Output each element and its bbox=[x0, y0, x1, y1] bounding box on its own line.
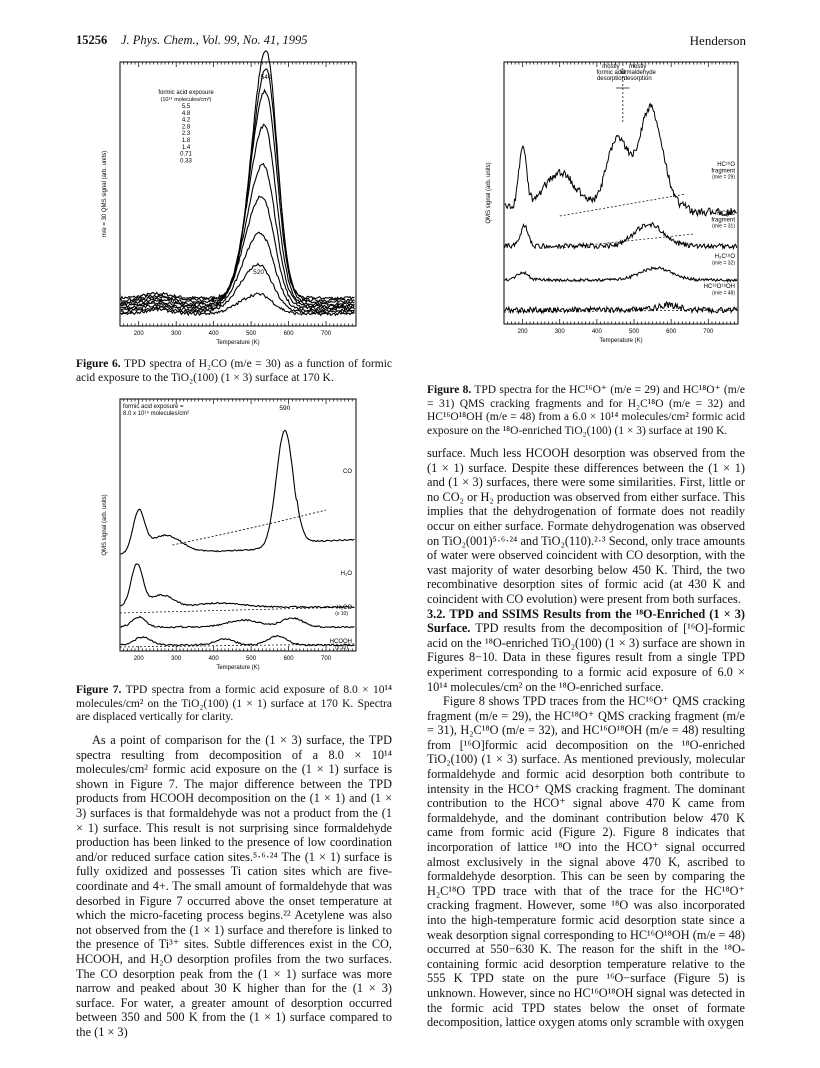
legend-entry: 1.4 bbox=[181, 144, 191, 151]
legend-entry: 0.33 bbox=[180, 158, 192, 165]
figure-6 bbox=[98, 58, 360, 358]
me29-trace bbox=[505, 104, 737, 216]
series-label: (m/e = 31) bbox=[712, 223, 735, 230]
hcooh-trace bbox=[121, 636, 355, 646]
series-line bbox=[121, 164, 355, 308]
journal-citation bbox=[121, 33, 307, 48]
h2o-trace bbox=[121, 564, 355, 608]
series-label: HC¹⁶O¹⁸OH bbox=[703, 284, 735, 290]
x-tick-label: 400 bbox=[591, 329, 602, 335]
x-axis-label: Temperature (K) bbox=[216, 665, 260, 671]
co-trace bbox=[121, 431, 355, 554]
series-label: HC¹⁸O bbox=[717, 211, 735, 217]
series-scale: (x 10) bbox=[335, 611, 348, 617]
figure-7-caption bbox=[76, 684, 392, 725]
legend-title: formic acid exposure bbox=[158, 90, 214, 96]
figure-6-chart bbox=[98, 58, 360, 358]
journal-citation-text: J. Phys. Chem., Vol. 99, No. 41, 1995 bbox=[121, 33, 308, 47]
plot-frame bbox=[120, 399, 356, 651]
figure-7-chart bbox=[98, 395, 360, 680]
series-label: fragment bbox=[711, 168, 735, 175]
region-label-left: desorption bbox=[596, 76, 625, 82]
figure-6-caption bbox=[76, 358, 392, 385]
figure-7-caption-text: TPD spectra from a formic acid exposure of 8.0 × 10¹⁴ molecules/cm² on the TiO₂(100) (1 × 1) surface at 170 K. Spectra are displaced vertically for clarity. bbox=[76, 684, 392, 723]
series-line bbox=[121, 232, 355, 311]
x-tick-label: 400 bbox=[208, 656, 219, 662]
y-axis-label: m/e = 30 QMS signal (arb. units) bbox=[102, 150, 108, 238]
right-paragraph-1: surface. Much less HCOOH desorption was observed from the (1 × 1) surface. Despite these differences between the (1 × 1) and (1 × 3) surfaces, there were some similarities. First, little or no CO₂ or H₂ production was observed from either surface. This implies that the dehydrogenation of formate does not readily occur on either surface. Formate dehydrogenation was observed on TiO₂(001)⁵·⁶·²⁴ and TiO₂(110).²·³ Second, only trace amounts of water were observed coincident with CO desorption, with the vast majority of water desorbing below 450 K. Third, the two recombinative desorption sites of formic acid (at 430 K and coincident with CO evolution) were present from both surfaces. bbox=[427, 446, 745, 606]
series-label: H₂CO bbox=[336, 605, 352, 611]
figure-7-caption-label: Figure 7. bbox=[76, 684, 122, 696]
peak-annotation: 590 bbox=[279, 405, 291, 412]
series-label: HC¹⁶O bbox=[717, 162, 735, 168]
me29-baseline bbox=[560, 194, 686, 216]
series-line bbox=[121, 90, 355, 303]
legend-entry: 4.8 bbox=[181, 110, 191, 117]
legend-entry: 0.71 bbox=[180, 151, 192, 158]
x-tick-label: 200 bbox=[517, 329, 528, 335]
region-label-right: formaldehyde bbox=[619, 70, 656, 76]
legend-entry: 2.8 bbox=[181, 124, 191, 131]
series-label: (m/e = 48) bbox=[712, 290, 735, 297]
region-label-right: mostly bbox=[629, 64, 647, 70]
series-label: H₂C¹⁸O bbox=[714, 254, 735, 260]
left-paragraph-1: As a point of comparison for the (1 × 3) surface, the TPD spectra resulting from decomposition of a 8.0 × 10¹⁴ molecules/cm² formic acid exposure on the (1 × 1) surface is shown in Figure 7. The major difference between the TPD products from HCOOH decomposition on the (1 × 1) and (1 × 3) surfaces is that formaldehyde was not a product from the (1 × 1) surface. This result is not surprising since formaldehyde production has been linked to the presence of low coordination and/or reduced surface cation sites.⁵·⁶·²⁴ The (1 × 1) surface is fully oxidized and possesses Ti cation sites which are five-coordinate and 4+. The small amount of formaldehyde that was desorbed in Figure 7 occurred above the onset temperature at which the micro-faceting process begins.²² Acetylene was also not observed from the (1 × 1) surface and therefore is linked to the presence of Ti³⁺ sites. Subtle differences exist in the CO, HCOOH, and H₂O desorption profiles from the two surfaces. The CO desorption peak from the (1 × 1) surface was more narrow and peaked about 30 K higher than for the (1 × 3) surface. For water, a greater amount of desorption occurred between 350 and 500 K from the (1 × 1) surface compared to the (1 × 3) bbox=[76, 733, 392, 1039]
left-column bbox=[76, 733, 392, 1039]
x-tick-label: 600 bbox=[666, 329, 677, 335]
series-label: HCOOH bbox=[329, 639, 352, 645]
x-tick-label: 500 bbox=[628, 329, 640, 335]
figure-8-caption-text: TPD spectra for the HC¹⁶O⁺ (m/e = 29) and HC¹⁸O⁺ (m/e = 31) QMS cracking fragments and for H₂C¹⁸O (m/e = 32) and HC¹⁶O¹⁸OH (m/e = 48) from a 6.0 × 10¹⁴ molecules/cm² formic acid exposure on the ¹⁸O-enriched TiO₂(100) (1 × 3) surface at 190 K. bbox=[427, 384, 745, 437]
peak-annotation: 540 bbox=[260, 74, 272, 81]
x-tick-label: 600 bbox=[283, 331, 294, 337]
x-tick-label: 700 bbox=[703, 329, 714, 335]
right-column bbox=[427, 446, 745, 1030]
x-tick-label: 600 bbox=[283, 656, 294, 662]
me32-trace bbox=[505, 267, 737, 282]
x-axis-label: Temperature (K) bbox=[216, 340, 260, 346]
x-tick-label: 400 bbox=[208, 331, 219, 337]
x-tick-label: 300 bbox=[554, 329, 565, 335]
series-scale: (x 10) bbox=[335, 645, 348, 651]
y-axis-label: QMS signal (arb. units) bbox=[486, 162, 492, 224]
x-tick-label: 300 bbox=[171, 656, 182, 662]
h2o-baseline bbox=[120, 607, 356, 613]
legend-units: 8.0 x 10¹⁴ molecules/cm² bbox=[123, 411, 190, 417]
me31-baseline bbox=[560, 234, 694, 248]
legend-units: (10¹⁴ molecules/cm²) bbox=[160, 97, 212, 103]
series-label: H₂O bbox=[340, 571, 352, 577]
right-paragraph-3: Figure 8 shows TPD traces from the HC¹⁶O⁺ QMS cracking fragment (m/e = 29), the HC¹⁸O⁺ QMS cracking fragment (m/e = 31), H₂C¹⁸O (m/e = 32), and HC¹⁶O¹⁸OH (m/e = 48) resulting from [¹⁶O]formic acid decomposition on the ¹⁸O-enriched TiO₂(100) (1 × 3) surface. As mentioned previously, molecular formaldehyde and formic acid desorption both contribute to intensity in the HCO⁺ QMS cracking fragment. The dominant contribution to the HCO⁺ signal above 470 K came from formaldehyde, and the dominant contribution below 470 K came from formic acid (Figure 2). Figure 8 indicates that incorporation of lattice ¹⁸O into the HCO⁺ signal occurred almost exclusively in the signal above 470 K, ascribed to formaldehyde desorption. This can be seen by comparing the H₂C¹⁸O TPD trace with that of the trace for the HC¹⁸O⁺ cracking fragment. However, some ¹⁸O was also incorporated into the high-temperature formic acid desorption state since a weak desorption signal corresponding to HC¹⁶O¹⁸OH (m/e = 48) occurred at 550−630 K. The reason for the shift in the ¹⁸O-containing formic acid desorption temperature relative to the 555 K TPD state on the pure ¹⁶O−surface (Figure 5) is unknown. However, since no HC¹⁶O¹⁸OH signal was detected in the formic acid TPD states below the onset of formate decomposition, lattice oxygen atoms only scramble with oxygen bbox=[427, 694, 745, 1030]
x-tick-label: 200 bbox=[133, 331, 144, 337]
x-tick-label: 300 bbox=[171, 331, 182, 337]
x-tick-label: 700 bbox=[321, 331, 332, 337]
series-label: (m/e = 29) bbox=[712, 174, 735, 181]
page-number: 15256 bbox=[76, 33, 108, 47]
h2co-trace bbox=[121, 616, 355, 627]
x-tick-label: 500 bbox=[246, 656, 257, 662]
region-label-left: mostly bbox=[602, 64, 620, 70]
figure-6-caption-label: Figure 6. bbox=[76, 358, 121, 370]
figure-6-caption-text: TPD spectra of H₂CO (m/e = 30) as a function of formic acid exposure to the TiO₂(100) (1 × 3) surface at 170 K. bbox=[76, 358, 392, 384]
legend-entry: 1.8 bbox=[181, 138, 191, 144]
running-author: Henderson bbox=[689, 33, 746, 48]
y-axis-label: QMS signal (arb. units) bbox=[102, 494, 108, 556]
section-heading: 3.2. TPD and SSIMS Results from the ¹⁸O-Enriched (1 × 3) Surface. bbox=[427, 606, 745, 636]
series-label: CO bbox=[343, 469, 352, 475]
co-baseline bbox=[172, 510, 326, 545]
peak-annotation: 520 bbox=[253, 269, 265, 276]
figure-8-caption bbox=[427, 384, 745, 438]
legend-title: formic acid exposure = bbox=[123, 404, 184, 410]
series-label: (m/e = 32) bbox=[712, 260, 735, 267]
right-paragraph-2: TPD results from the decomposition of [¹⁶O]-formic acid on the ¹⁸O-enriched TiO₂(100) (1 × 3) surface are shown in Figures 8−10. Data in these figures result from a single TPD experiment corresponding to a formic acid exposure of 6.0 × 10¹⁴ molecules/cm² on the ¹⁸O-enriched surface. bbox=[427, 621, 745, 694]
legend-entry: 5.5 bbox=[181, 104, 191, 110]
series-label: fragment bbox=[711, 217, 735, 224]
figure-8-caption-label: Figure 8. bbox=[427, 384, 472, 396]
figure-7 bbox=[98, 395, 360, 680]
hcooh-baseline bbox=[120, 644, 356, 647]
region-label-right: desorption bbox=[623, 76, 652, 82]
figure-8 bbox=[480, 58, 742, 358]
series-line bbox=[121, 196, 355, 309]
x-axis-label: Temperature (K) bbox=[599, 338, 643, 344]
x-tick-label: 700 bbox=[321, 656, 332, 662]
legend-entry: 4.2 bbox=[181, 117, 191, 124]
legend-entry: 2.3 bbox=[181, 131, 191, 138]
figure-8-chart bbox=[480, 58, 742, 358]
me31-trace bbox=[505, 223, 737, 249]
region-label-left: formic acid bbox=[596, 70, 626, 76]
x-tick-label: 500 bbox=[246, 331, 257, 337]
x-tick-label: 200 bbox=[133, 656, 144, 662]
